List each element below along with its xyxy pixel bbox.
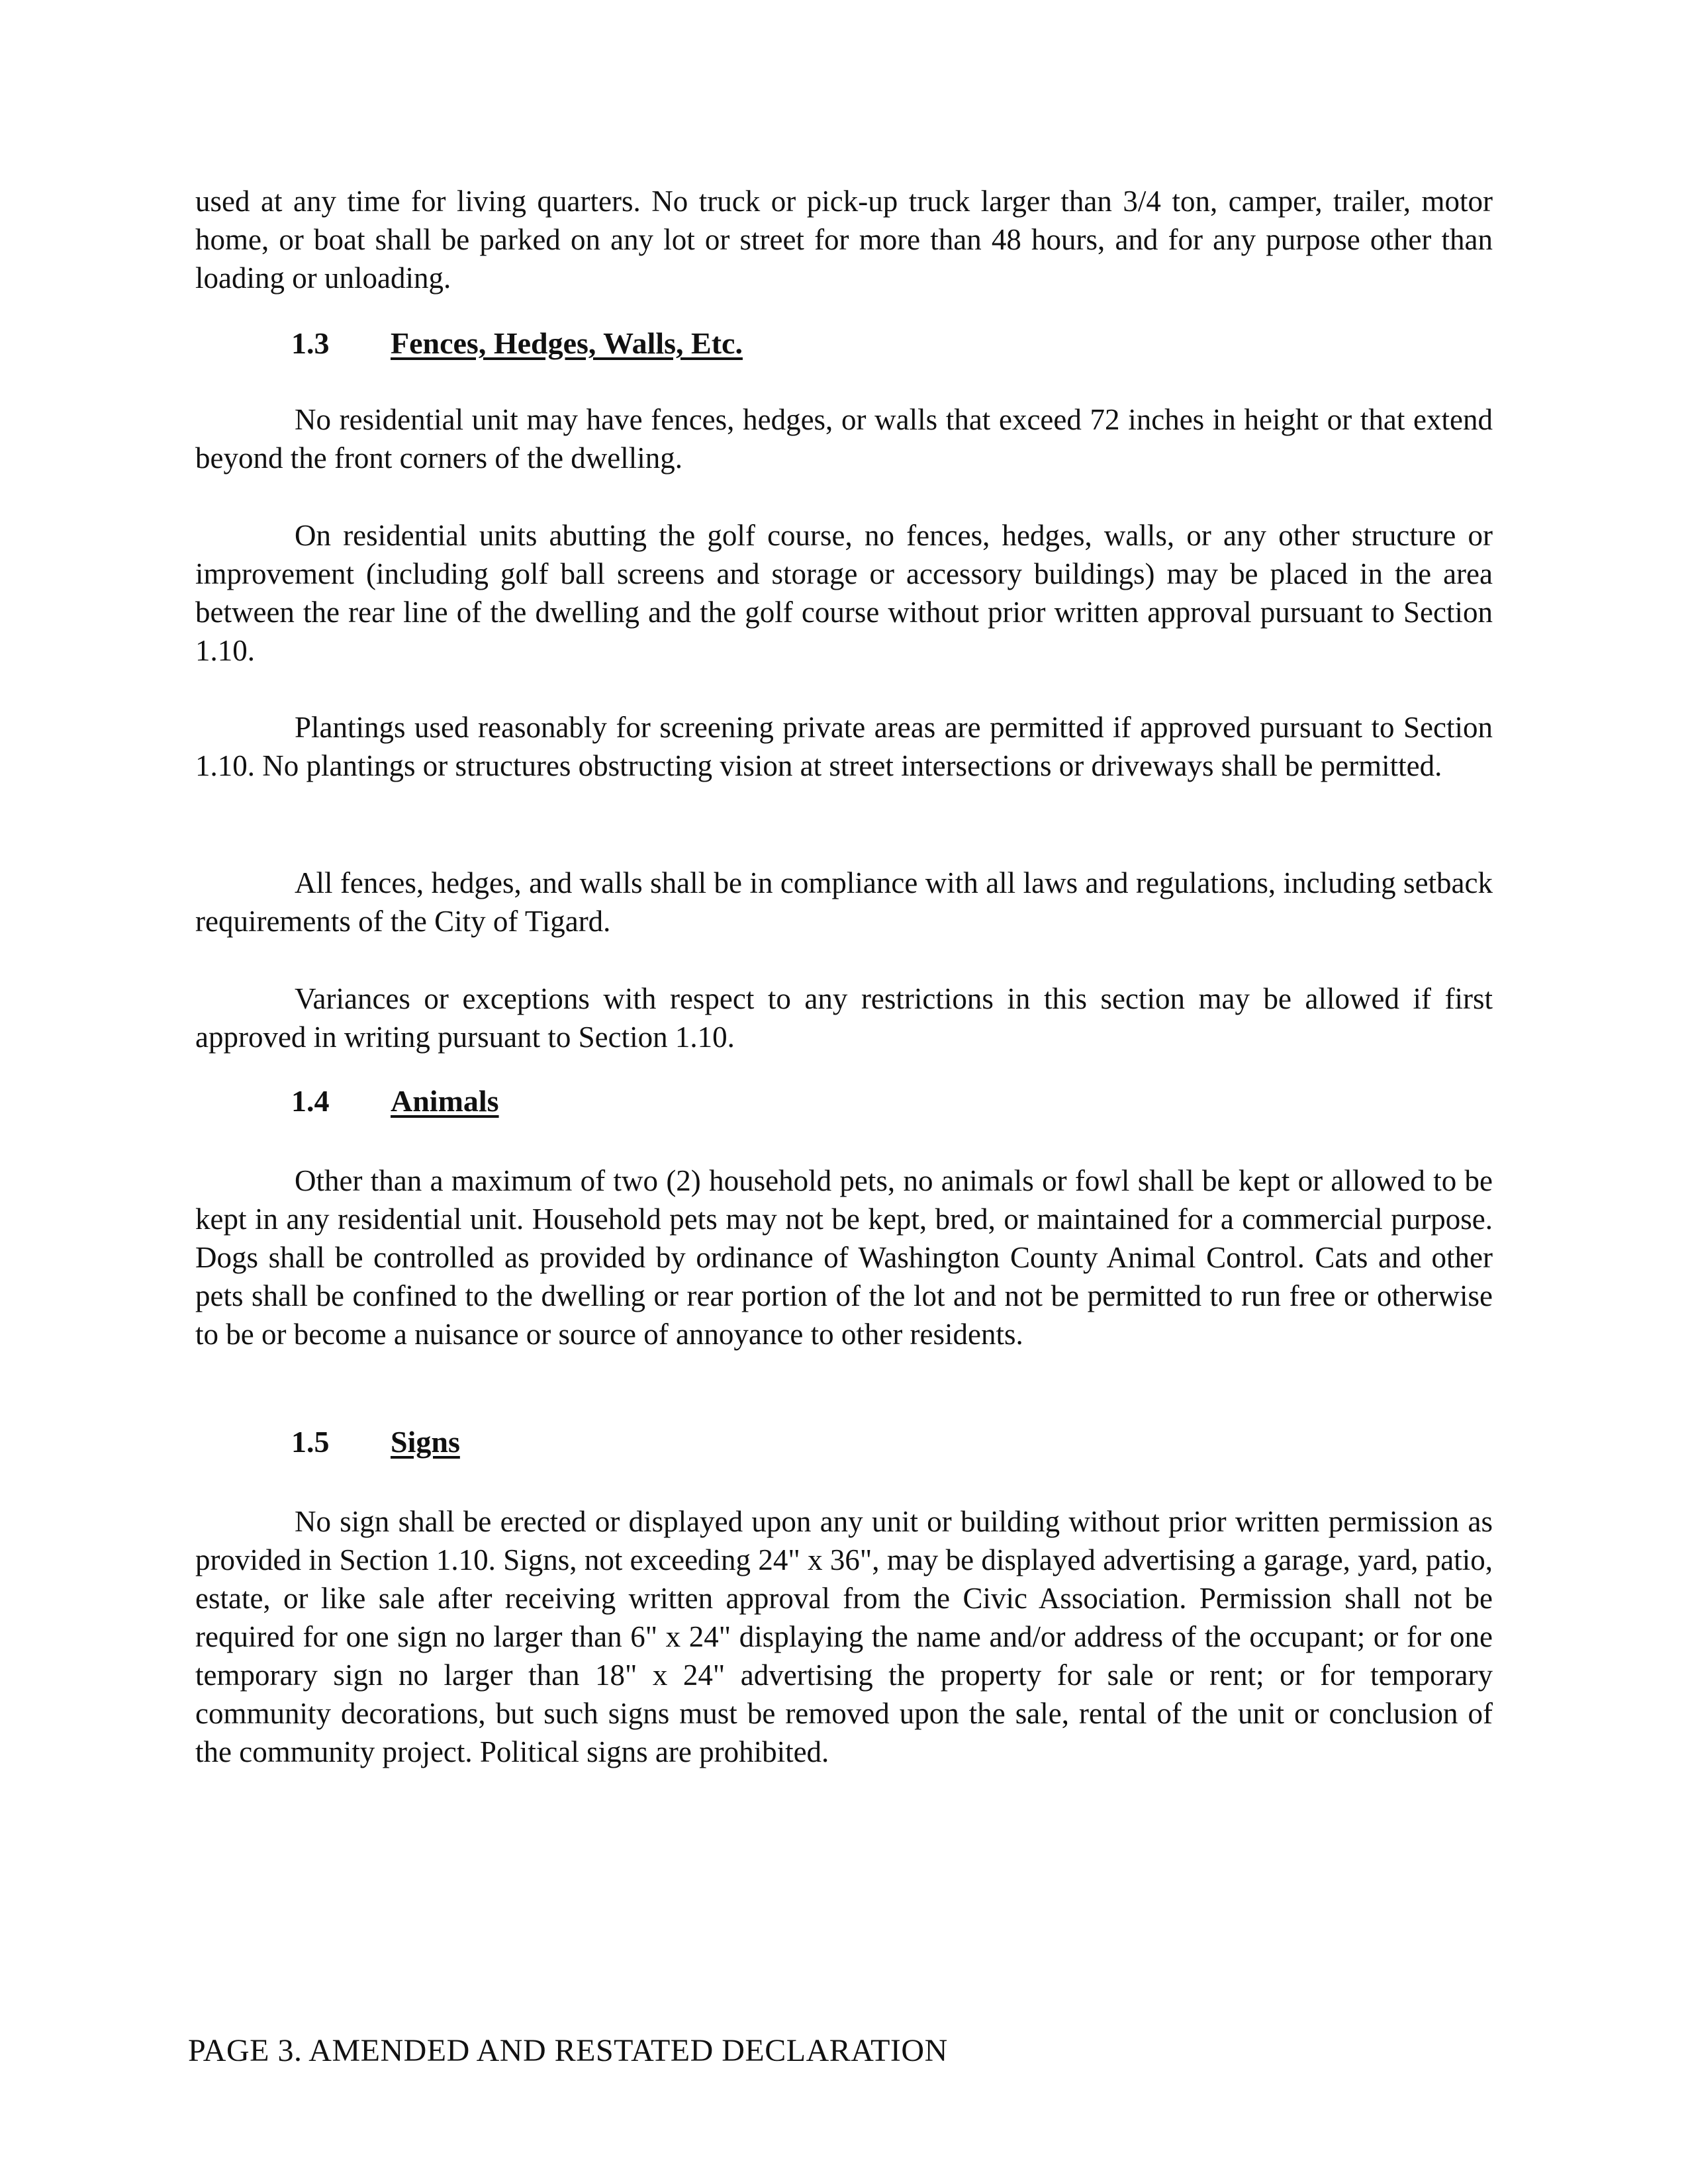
section-number: 1.4 — [291, 1084, 330, 1118]
section-number: 1.5 — [291, 1425, 330, 1459]
continuation-paragraph: used at any time for living quarters. No truck or pick-up truck larger than 3/4 ton, camper, trailer, motor home, or boat shall be parked on any lot or street for more than 48 hours, and for any purpose other than loading or unloading. — [195, 185, 1493, 295]
fences-paragraph-2: On residential units abutting the golf course, no fences, hedges, walls, or any other structure or improvement (including golf ball screens and storage or accessory buildings) may be placed in the area between the rear line of the dwelling and the golf course without prior written approval pursuant to Section 1.10. — [195, 519, 1493, 667]
signs-paragraph: No sign shall be erected or displayed upon any unit or building without prior written permission as provided in Section 1.10. Signs, not exceeding 24" x 36", may be displayed advertising a garage, yard, patio, estate, or like sale after receiving written approval from the Civic Association. Permission shall not be required for one sign no larger than 6" x 24" displaying the name and/or address of the occupant; or for one temporary sign no larger than 18" x 24" advertising the property for sale or rent; or for temporary community decorations, but such signs must be removed upon the sale, rental of the unit or conclusion of the community project. Political signs are prohibited. — [195, 1505, 1493, 1768]
section-heading-signs — [291, 1423, 460, 1461]
section-number: 1.3 — [291, 326, 330, 360]
section-heading-animals — [291, 1082, 499, 1120]
section-title: Animals — [391, 1084, 499, 1118]
fences-paragraph-3: Plantings used reasonably for screening private areas are permitted if approved pursuant to Section 1.10. No plantings or structures obstructing vision at street intersections or driveways shall be permitted. — [195, 711, 1493, 782]
fences-paragraph-5: Variances or exceptions with respect to any restrictions in this section may be allowed if first approved in writing pursuant to Section 1.10. — [195, 982, 1493, 1054]
fences-paragraph-1: No residential unit may have fences, hedges, or walls that exceed 72 inches in height or that extend beyond the front corners of the dwelling. — [195, 403, 1493, 475]
section-heading-fences — [291, 324, 743, 363]
fences-paragraph-4: All fences, hedges, and walls shall be in compliance with all laws and regulations, including setback requirements of the City of Tigard. — [195, 866, 1493, 938]
page-footer: PAGE 3. AMENDED AND RESTATED DECLARATION — [188, 2033, 948, 2068]
section-title: Fences, Hedges, Walls, Etc. — [391, 326, 743, 360]
animals-paragraph: Other than a maximum of two (2) household pets, no animals or fowl shall be kept or allowed to be kept in any residential unit. Household pets may not be kept, bred, or maintained for a commercial purpose. Dogs shall be controlled as provided by ordinance of Washington County Animal Control. Cats and other pets shall be confined to the dwelling or rear portion of the lot and not be permitted to run free or otherwise to be or become a nuisance or source of annoyance to other residents. — [195, 1164, 1493, 1351]
section-title: Signs — [391, 1425, 460, 1459]
